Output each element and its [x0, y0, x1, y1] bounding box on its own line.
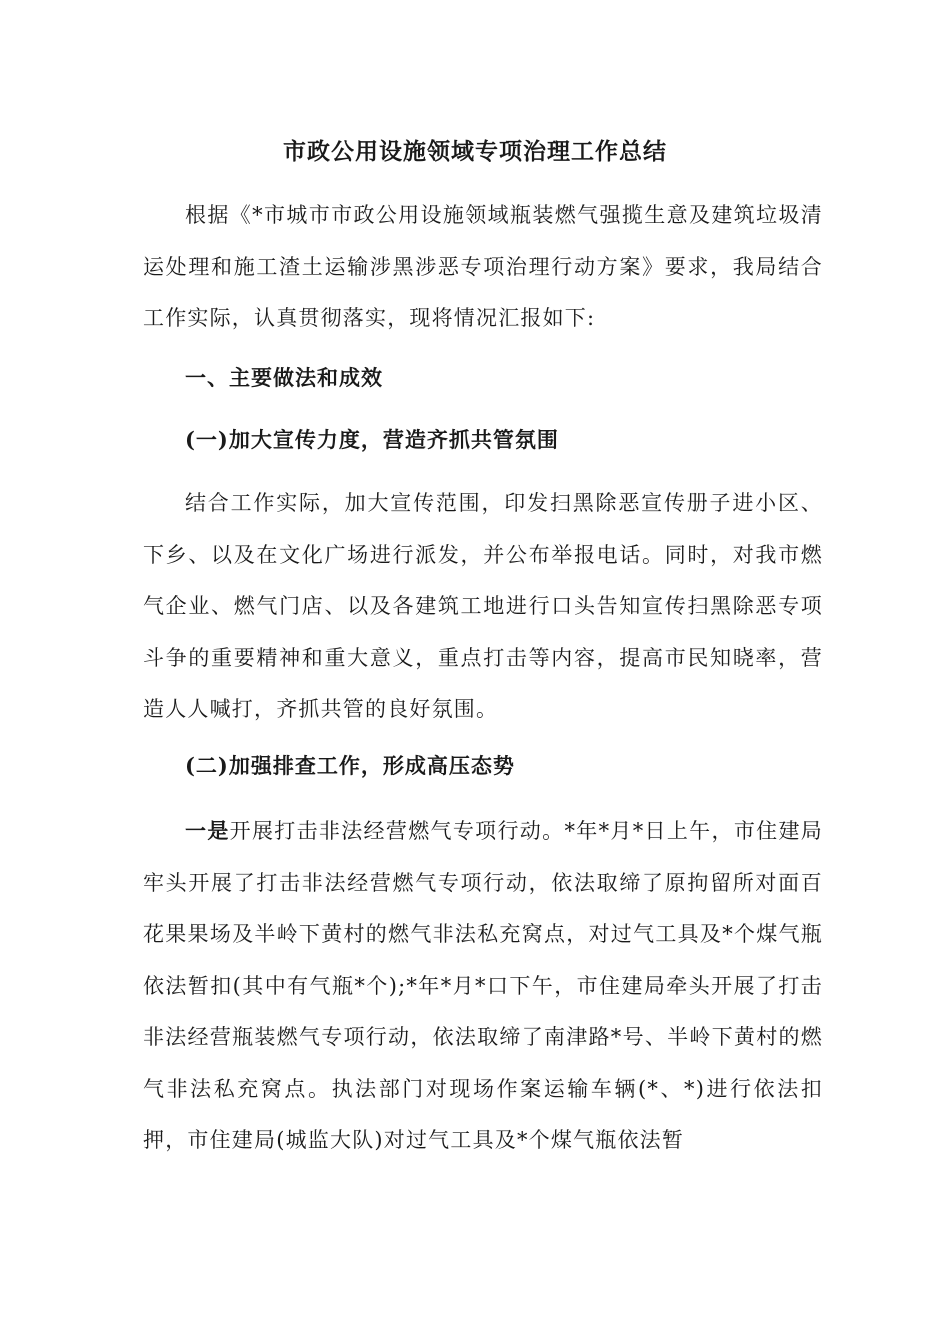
subsection-heading-1: (一)加大宣传力度，营造齐抓共管氛围 — [185, 427, 559, 452]
subsection-heading-2: (二)加强排查工作，形成高压态势 — [185, 753, 515, 778]
intro-paragraph: 根据《*市城市市政公用设施领域瓶装燃气强揽生意及建筑垃圾清运处理和施工渣土运输涉黑涉恶专项治理行动方案》要求，我局结合工作实际，认真贯彻落实，现将情况汇报如下: — [143, 203, 823, 330]
paragraph-body: 开展打击非法经营燃气专项行动。*年*月*日上午，市住建局牢头开展了打击非法经营燃气专项行动，依法取缔了原拘留所对面百花果果场及半岭下黄村的燃气非法私充窝点，对过气工具及*个煤气瓶依法暂扣(其中有气瓶*个);*年*月*口下午，市住建局牵头开展了打击非法经营瓶装燃气专项行动，依法取缔了南津路*号、半岭下黄村的燃气非法私充窝点。执法部门对现场作案运输车辆(*、*)进行依法扣押，市住建局(城监大队)对过气工具及*个煤气瓶依法暂 — [143, 819, 823, 1152]
paragraph-lead: 一是 — [185, 818, 230, 843]
document-title: 市政公用设施领域专项治理工作总结 — [283, 138, 667, 165]
subsection-2-paragraph — [143, 805, 823, 1167]
subsection-1-paragraph: 结合工作实际，加大宣传范围，印发扫黑除恶宣传册子进小区、下乡、以及在文化广场进行派发，并公布举报电话。同时，对我市燃气企业、燃气门店、以及各建筑工地进行口头告知宣传扫黑除恶专项斗争的重要精神和重大意义，重点打击等内容，提高市民知晓率，营造人人喊打，齐抓共管的良好氛围。 — [143, 491, 823, 721]
section-heading-1: 一、主要做法和成效 — [185, 365, 383, 390]
